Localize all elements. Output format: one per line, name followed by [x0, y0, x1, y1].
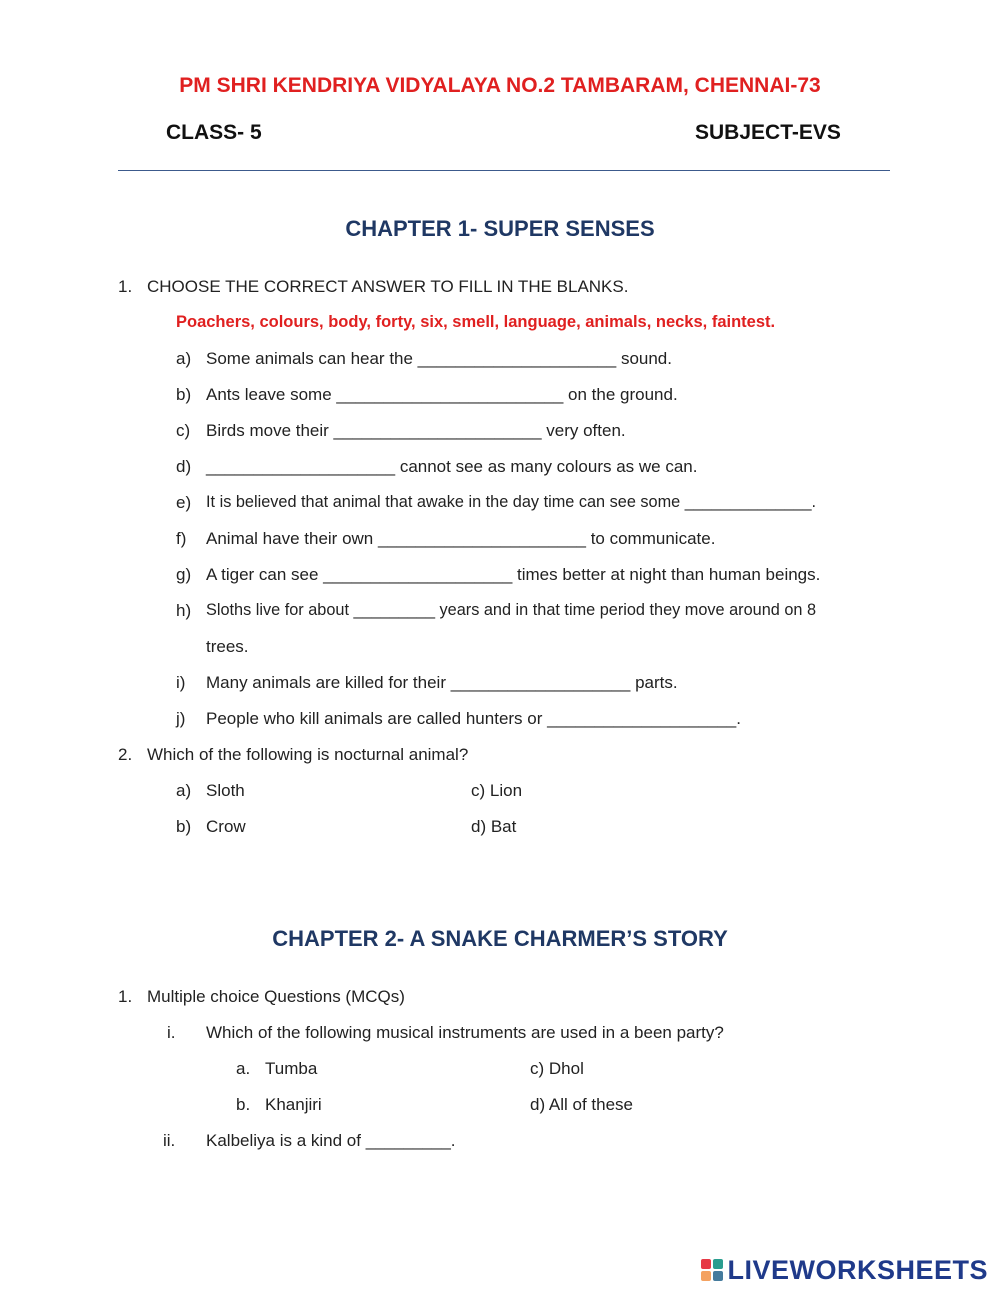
item-label: g) — [176, 565, 192, 584]
fill-blank-item-continuation: trees. — [206, 637, 249, 656]
ch1-q1-text: CHOOSE THE CORRECT ANSWER TO FILL IN THE BLANKS. — [147, 277, 629, 296]
liveworksheets-brand[interactable] — [701, 1252, 988, 1288]
school-name: PM SHRI KENDRIYA VIDYALAYA NO.2 TAMBARAM, CHENNAI-73 — [179, 74, 821, 97]
ch2-q1-text: Multiple choice Questions (MCQs) — [147, 987, 405, 1006]
item-label: c) — [176, 421, 191, 440]
item-label: d) — [176, 457, 192, 476]
fill-blank-item[interactable]: Kalbeliya is a kind of _________. — [206, 1131, 456, 1150]
fill-blank-item[interactable]: Sloths live for about _________ years and in that time period they move around on 8 — [206, 601, 817, 619]
item-label: a) — [176, 349, 192, 368]
fill-blank-item[interactable]: Animal have their own ______________________ to communicate. — [206, 529, 716, 548]
option-label: a. — [236, 1059, 251, 1078]
option-tumba[interactable]: Tumba — [265, 1059, 318, 1078]
chapter-1-title: CHAPTER 1- SUPER SENSES — [345, 216, 655, 241]
option-lion[interactable]: c) Lion — [471, 781, 523, 800]
sub-question-text: Which of the following musical instruments are used in a been party? — [206, 1023, 724, 1042]
option-sloth[interactable]: Sloth — [206, 781, 245, 800]
sub-question-label: i. — [167, 1023, 176, 1042]
option-dhol[interactable]: c) Dhol — [530, 1059, 584, 1078]
logo-square — [713, 1259, 723, 1269]
fill-blank-item[interactable]: Birds move their ______________________ very often. — [206, 421, 626, 440]
brand-name: LIVEWORKSHEETS — [727, 1254, 988, 1285]
subject-label: SUBJECT-EVS — [695, 121, 841, 144]
fill-blank-item[interactable]: ____________________ cannot see as many colours as we can. — [206, 457, 698, 476]
option-bat[interactable]: d) Bat — [471, 817, 517, 836]
item-label: j) — [176, 709, 186, 728]
fill-blank-item[interactable]: Many animals are killed for their ___________________ parts. — [206, 673, 678, 692]
item-label: h) — [176, 601, 192, 620]
item-label: b) — [176, 385, 192, 404]
option-label: b. — [236, 1095, 251, 1114]
item-label: i) — [176, 673, 186, 692]
option-khanjiri[interactable]: Khanjiri — [265, 1095, 322, 1114]
option-label: b) — [176, 817, 192, 836]
fill-blank-item[interactable]: Ants leave some ________________________ on the ground. — [206, 385, 678, 404]
liveworksheets-logo-icon — [701, 1259, 723, 1281]
ch1-q1-number: 1. — [118, 277, 133, 296]
ch1-q2-text: Which of the following is nocturnal animal? — [147, 745, 469, 764]
logo-square — [701, 1271, 711, 1281]
header-divider — [118, 170, 890, 171]
ch1-q2-number: 2. — [118, 745, 133, 764]
option-all-of-these[interactable]: d) All of these — [530, 1095, 634, 1114]
option-label: a) — [176, 781, 192, 800]
fill-blank-item[interactable]: People who kill animals are called hunters or ____________________. — [206, 709, 741, 728]
chapter-2-title: CHAPTER 2- A SNAKE CHARMER’S STORY — [272, 926, 728, 951]
sub-question-label: ii. — [163, 1131, 176, 1150]
fill-blank-item[interactable]: Some animals can hear the _____________________ sound. — [206, 349, 672, 368]
ch2-q1-number: 1. — [118, 987, 133, 1006]
fill-blank-item[interactable]: A tiger can see ____________________ times better at night than human beings. — [206, 565, 821, 584]
class-label: CLASS- 5 — [166, 121, 262, 144]
logo-square — [713, 1271, 723, 1281]
option-crow[interactable]: Crow — [206, 817, 246, 836]
word-bank: Poachers, colours, body, forty, six, smell, language, animals, necks, faintest. — [176, 313, 776, 331]
fill-blank-item[interactable]: It is believed that animal that awake in the day time can see some ______________. — [206, 493, 817, 511]
item-label: f) — [176, 529, 187, 548]
item-label: e) — [176, 493, 192, 512]
logo-square — [701, 1259, 711, 1269]
